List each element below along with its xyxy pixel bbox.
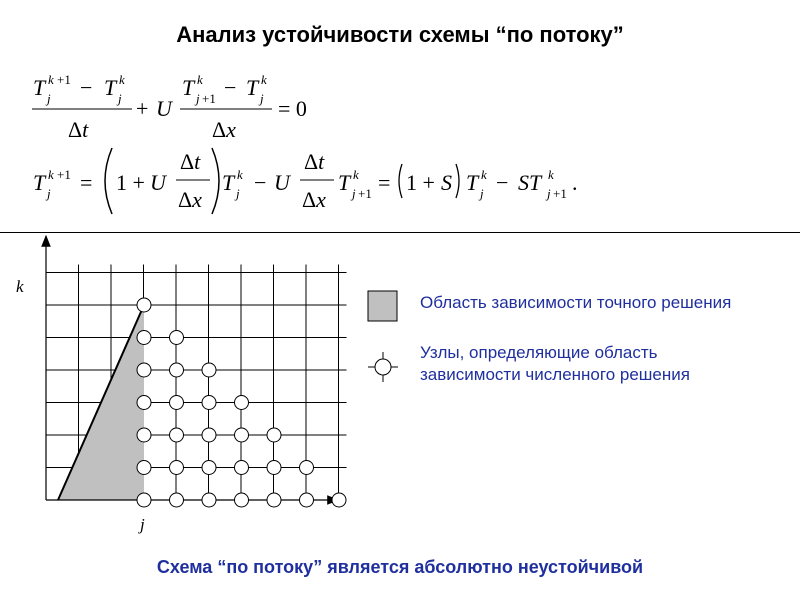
legend-nodes-label xyxy=(420,342,690,386)
stencil-node xyxy=(137,298,151,312)
svg-text:= 0: = 0 xyxy=(278,96,307,121)
legend-nodes-line2: зависимости численного решения xyxy=(420,365,690,384)
stencil-node xyxy=(267,493,281,507)
svg-text:j: j xyxy=(47,186,51,201)
svg-text:−: − xyxy=(224,75,237,100)
svg-text:j: j xyxy=(547,186,551,201)
stencil-node xyxy=(170,428,184,442)
svg-text:+: + xyxy=(136,96,149,121)
svg-text:+1: +1 xyxy=(57,167,71,182)
svg-text:T: T xyxy=(33,170,46,195)
svg-text:k: k xyxy=(261,72,267,87)
stencil-node xyxy=(137,363,151,377)
stencil-node xyxy=(235,428,249,442)
legend-region-swatch xyxy=(366,289,400,323)
svg-text:k: k xyxy=(548,167,554,182)
stencil-node xyxy=(137,461,151,475)
svg-text:T: T xyxy=(466,170,479,195)
stencil-node xyxy=(202,461,216,475)
equation-1 xyxy=(32,72,307,142)
svg-text:U: U xyxy=(150,170,166,195)
svg-text:k: k xyxy=(237,167,243,182)
svg-text:+1: +1 xyxy=(358,186,372,201)
stencil-node xyxy=(332,493,346,507)
equation-2 xyxy=(33,148,578,214)
svg-text:Δt: Δt xyxy=(304,149,325,174)
svg-text:k: k xyxy=(119,72,125,87)
stencil-node xyxy=(202,493,216,507)
stencil-node xyxy=(170,461,184,475)
stencil-grid-diagram xyxy=(0,232,370,542)
svg-text:1 +: 1 + xyxy=(116,170,145,195)
stencil-node xyxy=(202,428,216,442)
stencil-node xyxy=(170,396,184,410)
svg-text:.: . xyxy=(572,170,578,195)
svg-text:j: j xyxy=(196,91,200,106)
conclusion-note: Схема “по потоку” является абсолютно неустойчивой xyxy=(156,557,644,577)
svg-text:j: j xyxy=(236,186,240,201)
svg-text:j: j xyxy=(118,91,122,106)
svg-text:S: S xyxy=(441,170,452,195)
legend-node-icon xyxy=(366,350,400,384)
stencil-node xyxy=(202,363,216,377)
legend-nodes-line1: Узлы, определяющие область xyxy=(420,343,658,362)
svg-text:j: j xyxy=(352,186,356,201)
stencil-node xyxy=(137,331,151,345)
legend-region-label: Область зависимости точного решения xyxy=(420,293,732,312)
svg-text:k: k xyxy=(197,72,203,87)
stencil-node xyxy=(137,493,151,507)
stencil-node xyxy=(235,493,249,507)
svg-text:=: = xyxy=(378,170,391,195)
svg-text:k: k xyxy=(48,72,54,87)
svg-text:+1: +1 xyxy=(553,186,567,201)
svg-text:k: k xyxy=(481,167,487,182)
stencil-node xyxy=(235,461,249,475)
svg-text:=: = xyxy=(80,170,93,195)
svg-text:1 +: 1 + xyxy=(406,170,435,195)
stencil-node xyxy=(202,396,216,410)
slide-title: Анализ устойчивости схемы “по потоку” xyxy=(176,22,624,47)
svg-text:Δt: Δt xyxy=(68,117,89,142)
svg-text:U: U xyxy=(156,96,172,121)
svg-text:U: U xyxy=(274,170,290,195)
j-axis-label: j xyxy=(140,515,145,534)
svg-text:T: T xyxy=(222,170,235,195)
svg-text:+1: +1 xyxy=(57,72,71,87)
svg-text:−: − xyxy=(80,75,93,100)
svg-text:j: j xyxy=(47,91,51,106)
svg-text:T: T xyxy=(33,75,46,100)
svg-text:j: j xyxy=(260,91,264,106)
stencil-node xyxy=(300,461,314,475)
svg-text:ST: ST xyxy=(518,170,542,195)
stencil-node xyxy=(267,428,281,442)
stencil-node xyxy=(170,363,184,377)
svg-text:+1: +1 xyxy=(202,91,216,106)
svg-text:Δt: Δt xyxy=(180,149,201,174)
stencil-node xyxy=(300,493,314,507)
stencil-node xyxy=(137,396,151,410)
stencil-node xyxy=(235,396,249,410)
svg-text:Δx: Δx xyxy=(212,117,236,142)
stencil-node xyxy=(267,461,281,475)
svg-text:T: T xyxy=(182,75,195,100)
stencil-node xyxy=(170,493,184,507)
svg-text:−: − xyxy=(496,170,509,195)
svg-text:−: − xyxy=(254,170,267,195)
svg-text:T: T xyxy=(104,75,117,100)
svg-text:T: T xyxy=(246,75,259,100)
svg-text:j: j xyxy=(480,186,484,201)
svg-text:k: k xyxy=(48,167,54,182)
svg-text:T: T xyxy=(338,170,351,195)
svg-text:Δx: Δx xyxy=(178,187,202,212)
svg-text:k: k xyxy=(353,167,359,182)
svg-text:Δx: Δx xyxy=(302,187,326,212)
formula-block xyxy=(0,0,800,230)
stencil-node xyxy=(170,331,184,345)
k-axis-label: k xyxy=(16,277,24,296)
stencil-node xyxy=(137,428,151,442)
